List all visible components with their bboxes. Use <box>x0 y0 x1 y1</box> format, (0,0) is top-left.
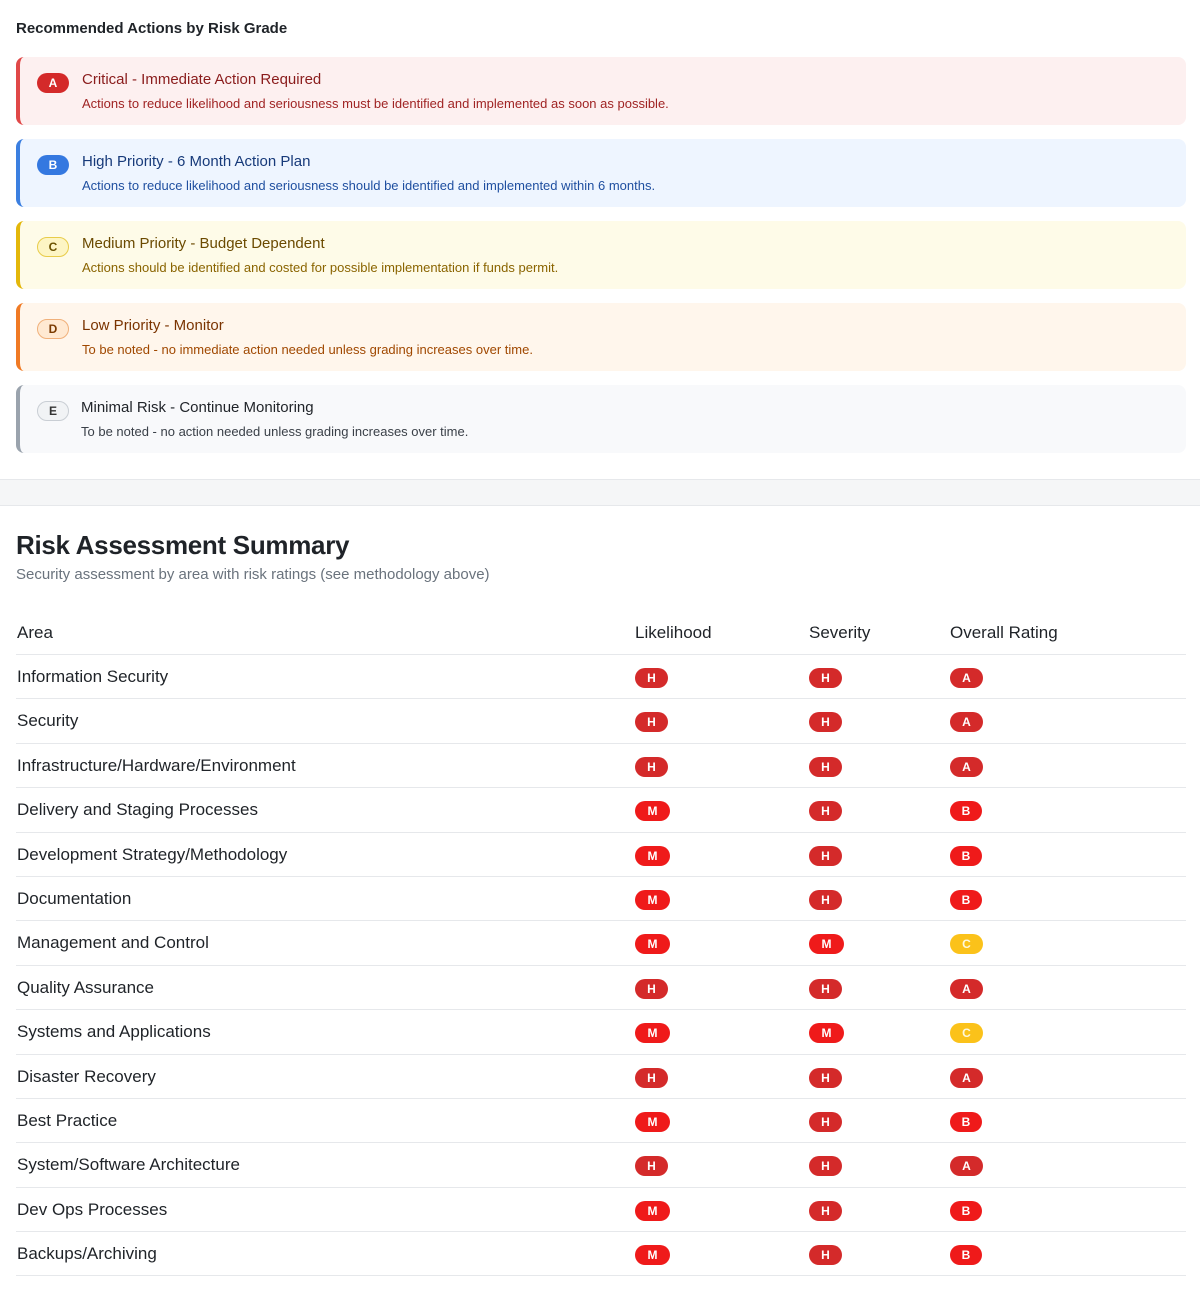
cell-area: Information Security <box>17 667 169 686</box>
overall-rating-badge: C <box>950 934 983 954</box>
likelihood-badge: H <box>635 979 668 999</box>
column-header-likelihood: Likelihood <box>635 623 712 642</box>
grade-title-a: Critical - Immediate Action Required <box>82 71 322 88</box>
severity-badge: M <box>809 1023 844 1043</box>
severity-badge: H <box>809 668 842 688</box>
table-row <box>16 1188 1186 1232</box>
overall-rating-badge: B <box>950 1112 982 1132</box>
severity-badge: H <box>809 890 842 910</box>
overall-rating-badge: A <box>950 757 983 777</box>
severity-badge: H <box>809 757 842 777</box>
overall-rating-badge: B <box>950 1245 982 1265</box>
cell-area: Systems and Applications <box>17 1022 211 1042</box>
grade-card-c <box>16 221 1186 289</box>
likelihood-badge: H <box>635 712 668 732</box>
table-row <box>16 1232 1186 1276</box>
grade-description-d: To be noted - no immediate action needed unless grading increases over time. <box>82 342 533 357</box>
grade-badge-a: A <box>37 73 69 93</box>
severity-badge: H <box>809 801 842 821</box>
overall-rating-badge: A <box>950 668 983 688</box>
cell-area: Management and Control <box>17 933 209 953</box>
severity-badge: H <box>809 979 842 999</box>
overall-rating-badge: A <box>950 1156 983 1176</box>
grade-title-d: Low Priority - Monitor <box>82 317 224 334</box>
table-row <box>16 744 1186 788</box>
table-row <box>16 921 1186 965</box>
cell-area: Infrastructure/Hardware/Environment <box>17 755 296 775</box>
grade-badge-b: B <box>37 155 69 175</box>
overall-rating-badge: B <box>950 801 982 821</box>
table-header <box>16 611 1186 655</box>
cell-area: Delivery and Staging Processes <box>17 800 258 820</box>
grade-badge-c: C <box>37 237 69 257</box>
severity-badge: H <box>809 1156 842 1176</box>
likelihood-badge: H <box>635 668 668 688</box>
summary-subtitle: Security assessment by area with risk ratings (see methodology above) <box>16 566 490 583</box>
grade-card-b <box>16 139 1186 207</box>
severity-badge: H <box>809 1112 842 1132</box>
cell-area: Backups/Archiving <box>17 1244 157 1264</box>
severity-badge: H <box>809 712 842 732</box>
table-row <box>16 699 1186 743</box>
table-row <box>16 1099 1186 1143</box>
table-row <box>16 833 1186 877</box>
table-body <box>16 655 1186 1276</box>
overall-rating-badge: C <box>950 1023 983 1043</box>
likelihood-badge: M <box>635 846 670 866</box>
grade-badge-d: D <box>37 319 69 339</box>
likelihood-badge: M <box>635 890 670 910</box>
table-row <box>16 1010 1186 1054</box>
severity-badge: H <box>809 1068 842 1088</box>
likelihood-badge: M <box>635 1112 670 1132</box>
likelihood-badge: M <box>635 801 670 821</box>
cell-area: System/Software Architecture <box>17 1155 240 1175</box>
section-divider <box>0 479 1200 506</box>
cell-area: Security <box>17 711 79 731</box>
likelihood-badge: H <box>635 757 668 777</box>
cell-area: Documentation <box>17 888 132 908</box>
severity-badge: H <box>809 1245 842 1265</box>
table-row <box>16 877 1186 921</box>
cell-area: Disaster Recovery <box>17 1066 156 1086</box>
grade-title-c: Medium Priority - Budget Dependent <box>82 235 325 252</box>
risk-summary-table <box>16 611 1186 1276</box>
table-row <box>16 966 1186 1010</box>
grade-card-d <box>16 303 1186 371</box>
table-row <box>16 655 1186 699</box>
column-header-overall-rating: Overall Rating <box>950 623 1058 642</box>
likelihood-badge: M <box>635 1245 670 1265</box>
likelihood-badge: M <box>635 1201 670 1221</box>
grade-badge-e: E <box>37 401 69 421</box>
grade-description-a: Actions to reduce likelihood and seriousness must be identified and implemented as soon as possible. <box>82 96 669 111</box>
cell-area: Quality Assurance <box>17 977 155 997</box>
likelihood-badge: H <box>635 1068 668 1088</box>
table-row <box>16 1143 1186 1187</box>
likelihood-badge: M <box>635 934 670 954</box>
grade-card-a <box>16 57 1186 125</box>
severity-badge: H <box>809 1201 842 1221</box>
summary-title: Risk Assessment Summary <box>16 530 350 560</box>
grade-card-e <box>16 385 1186 453</box>
grade-title-b: High Priority - 6 Month Action Plan <box>82 153 311 170</box>
grade-title-e: Minimal Risk - Continue Monitoring <box>81 399 314 416</box>
overall-rating-badge: B <box>950 890 982 910</box>
likelihood-badge: H <box>635 1156 668 1176</box>
severity-badge: M <box>809 934 844 954</box>
cell-area: Development Strategy/Methodology <box>17 844 288 864</box>
likelihood-badge: M <box>635 1023 670 1043</box>
grade-description-e: To be noted - no action needed unless grading increases over time. <box>81 424 469 439</box>
column-header-area: Area <box>17 623 53 642</box>
recommended-actions-section <box>0 0 1200 479</box>
overall-rating-badge: A <box>950 1068 983 1088</box>
severity-badge: H <box>809 846 842 866</box>
grade-description-b: Actions to reduce likelihood and seriousness should be identified and implemented within 6 months. <box>82 178 656 193</box>
column-header-severity: Severity <box>809 623 871 642</box>
table-row <box>16 788 1186 832</box>
overall-rating-badge: B <box>950 846 982 866</box>
cell-area: Best Practice <box>17 1110 118 1130</box>
overall-rating-badge: B <box>950 1201 982 1221</box>
overall-rating-badge: A <box>950 979 983 999</box>
table-row <box>16 1055 1186 1099</box>
cell-area: Dev Ops Processes <box>17 1199 168 1219</box>
grade-description-c: Actions should be identified and costed for possible implementation if funds permit. <box>82 260 559 275</box>
overall-rating-badge: A <box>950 712 983 732</box>
actions-title: Recommended Actions by Risk Grade <box>16 20 288 37</box>
